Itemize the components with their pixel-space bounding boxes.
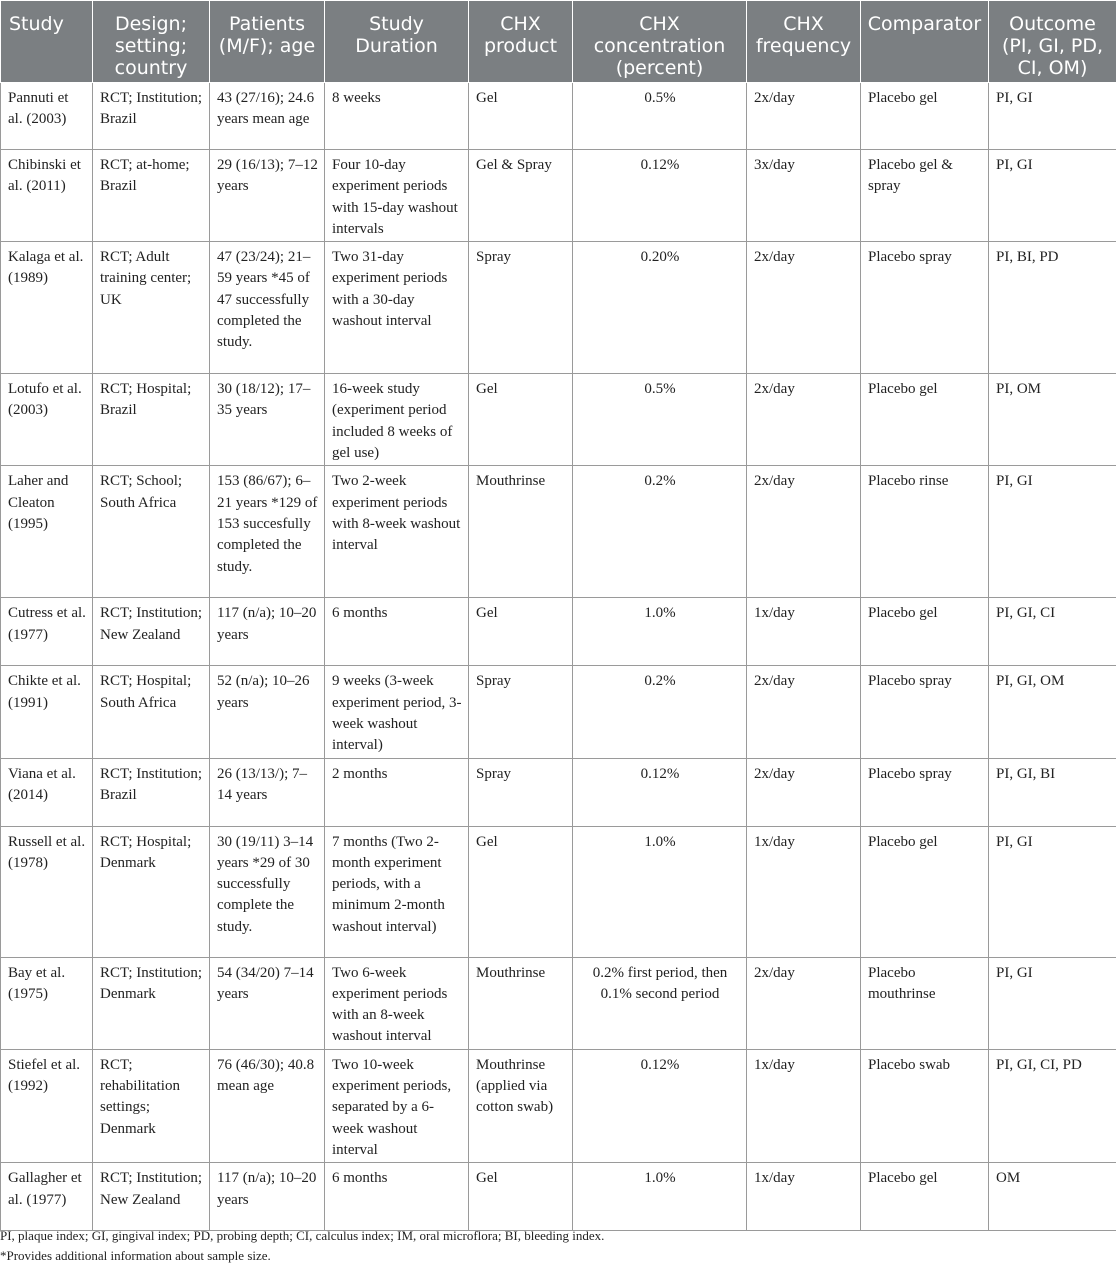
cell-comparator: Placebo gel: [861, 83, 989, 150]
table-row: [1, 598, 1116, 666]
table-row: [1, 242, 1116, 374]
cell-design: RCT; School; South Africa: [93, 466, 210, 598]
header-frequency: CHX frequency: [747, 1, 861, 83]
cell-product: Gel & Spray: [469, 150, 573, 242]
cell-concentration: 0.20%: [573, 242, 747, 374]
cell-design: RCT; Institution; New Zealand: [93, 598, 210, 666]
cell-product: Gel: [469, 83, 573, 150]
cell-frequency: 2x/day: [747, 466, 861, 598]
cell-study: Russell et al. (1978): [1, 826, 93, 957]
header-design: Design; setting; country: [93, 1, 210, 83]
table-row: [1, 666, 1116, 758]
cell-outcome: PI, GI: [989, 466, 1116, 598]
header-product: CHX product: [469, 1, 573, 83]
cell-study: Lotufo et al. (2003): [1, 374, 93, 466]
cell-product: Gel: [469, 1163, 573, 1231]
cell-comparator: Placebo swab: [861, 1049, 989, 1162]
cell-concentration: 0.12%: [573, 1049, 747, 1162]
cell-comparator: Placebo gel: [861, 826, 989, 957]
cell-design: RCT; Institution; Denmark: [93, 957, 210, 1049]
cell-design: RCT; Adult training center; UK: [93, 242, 210, 374]
cell-duration: Four 10-day experiment periods with 15-day washout intervals: [325, 150, 469, 242]
cell-frequency: 1x/day: [747, 1163, 861, 1231]
cell-product: Gel: [469, 374, 573, 466]
cell-concentration: 1.0%: [573, 1163, 747, 1231]
cell-frequency: 1x/day: [747, 826, 861, 957]
cell-frequency: 1x/day: [747, 598, 861, 666]
cell-outcome: PI, OM: [989, 374, 1116, 466]
cell-study: Stiefel et al. (1992): [1, 1049, 93, 1162]
cell-duration: Two 31-day experiment periods with a 30-day washout interval: [325, 242, 469, 374]
cell-study: Bay et al. (1975): [1, 957, 93, 1049]
cell-study: Kalaga et al. (1989): [1, 242, 93, 374]
table-footnotes: [0, 1226, 604, 1266]
cell-concentration: 0.2%: [573, 666, 747, 758]
cell-outcome: PI, GI, BI: [989, 758, 1116, 826]
cell-patients: 153 (86/67); 6–21 years *129 of 153 succesfully completed the study.: [210, 466, 325, 598]
cell-concentration: 0.2%: [573, 466, 747, 598]
cell-patients: 76 (46/30); 40.8 mean age: [210, 1049, 325, 1162]
cell-outcome: PI, GI: [989, 83, 1116, 150]
cell-patients: 30 (19/11) 3–14 years *29 of 30 successfully complete the study.: [210, 826, 325, 957]
cell-patients: 117 (n/a); 10–20 years: [210, 598, 325, 666]
header-duration: Study Duration: [325, 1, 469, 83]
cell-design: RCT; Hospital; South Africa: [93, 666, 210, 758]
header-outcome: Outcome (PI, GI, PD, CI, OM): [989, 1, 1116, 83]
table-row: [1, 957, 1116, 1049]
cell-product: Spray: [469, 666, 573, 758]
cell-comparator: Placebo spray: [861, 758, 989, 826]
cell-patients: 47 (23/24); 21–59 years *45 of 47 successfully completed the study.: [210, 242, 325, 374]
cell-patients: 26 (13/13/); 7–14 years: [210, 758, 325, 826]
cell-outcome: PI, GI, OM: [989, 666, 1116, 758]
table-row: [1, 83, 1116, 150]
cell-design: RCT; Institution; Brazil: [93, 758, 210, 826]
header-concentration: CHX concentration (percent): [573, 1, 747, 83]
cell-patients: 29 (16/13); 7–12 years: [210, 150, 325, 242]
cell-study: Chibinski et al. (2011): [1, 150, 93, 242]
abbreviations-footnote: PI, plaque index; GI, gingival index; PD, probing depth; CI, calculus index; IM, oral microflora; BI, bleeding index.: [0, 1226, 604, 1246]
cell-concentration: 0.2% first period, then 0.1% second period: [573, 957, 747, 1049]
cell-duration: 7 months (Two 2-month experiment periods, with a minimum 2-month washout interval): [325, 826, 469, 957]
header-study: Study: [1, 1, 93, 83]
cell-study: Laher and Cleaton (1995): [1, 466, 93, 598]
cell-product: Spray: [469, 758, 573, 826]
table-row: [1, 826, 1116, 957]
cell-product: Mouthrinse (applied via cotton swab): [469, 1049, 573, 1162]
table-row: [1, 374, 1116, 466]
cell-study: Gallagher et al. (1977): [1, 1163, 93, 1231]
cell-patients: 117 (n/a); 10–20 years: [210, 1163, 325, 1231]
table-row: [1, 1049, 1116, 1162]
table-row: [1, 150, 1116, 242]
cell-outcome: PI, GI, CI: [989, 598, 1116, 666]
cell-comparator: Placebo gel & spray: [861, 150, 989, 242]
cell-comparator: Placebo spray: [861, 242, 989, 374]
cell-concentration: 0.12%: [573, 758, 747, 826]
cell-study: Chikte et al. (1991): [1, 666, 93, 758]
cell-concentration: 1.0%: [573, 826, 747, 957]
cell-duration: 16-week study (experiment period included 8 weeks of gel use): [325, 374, 469, 466]
cell-frequency: 2x/day: [747, 374, 861, 466]
sample-size-footnote: *Provides additional information about sample size.: [0, 1246, 604, 1266]
cell-duration: 8 weeks: [325, 83, 469, 150]
table-row: [1, 758, 1116, 826]
cell-outcome: PI, GI, CI, PD: [989, 1049, 1116, 1162]
cell-frequency: 2x/day: [747, 666, 861, 758]
cell-frequency: 2x/day: [747, 242, 861, 374]
cell-duration: Two 6-week experiment periods with an 8-week washout interval: [325, 957, 469, 1049]
cell-duration: Two 2-week experiment periods with 8-week washout interval: [325, 466, 469, 598]
cell-product: Spray: [469, 242, 573, 374]
cell-outcome: PI, GI: [989, 826, 1116, 957]
cell-patients: 54 (34/20) 7–14 years: [210, 957, 325, 1049]
cell-comparator: Placebo gel: [861, 1163, 989, 1231]
cell-comparator: Placebo mouthrinse: [861, 957, 989, 1049]
cell-concentration: 1.0%: [573, 598, 747, 666]
cell-design: RCT; Hospital; Denmark: [93, 826, 210, 957]
cell-product: Gel: [469, 826, 573, 957]
cell-comparator: Placebo gel: [861, 598, 989, 666]
cell-comparator: Placebo spray: [861, 666, 989, 758]
cell-outcome: PI, GI: [989, 150, 1116, 242]
cell-concentration: 0.5%: [573, 83, 747, 150]
table-row: [1, 1163, 1116, 1231]
cell-design: RCT; Institution; Brazil: [93, 83, 210, 150]
cell-frequency: 2x/day: [747, 83, 861, 150]
table-row: [1, 466, 1116, 598]
header-patients: Patients (M/F); age: [210, 1, 325, 83]
cell-product: Gel: [469, 598, 573, 666]
cell-frequency: 1x/day: [747, 1049, 861, 1162]
cell-comparator: Placebo rinse: [861, 466, 989, 598]
cell-outcome: PI, GI: [989, 957, 1116, 1049]
cell-patients: 30 (18/12); 17–35 years: [210, 374, 325, 466]
cell-design: RCT; rehabilitation settings; Denmark: [93, 1049, 210, 1162]
header-row: [1, 1, 1116, 83]
cell-design: RCT; Institution; New Zealand: [93, 1163, 210, 1231]
cell-product: Mouthrinse: [469, 957, 573, 1049]
cell-product: Mouthrinse: [469, 466, 573, 598]
cell-design: RCT; at-home; Brazil: [93, 150, 210, 242]
cell-outcome: PI, BI, PD: [989, 242, 1116, 374]
cell-concentration: 0.5%: [573, 374, 747, 466]
cell-comparator: Placebo gel: [861, 374, 989, 466]
cell-study: Pannuti et al. (2003): [1, 83, 93, 150]
cell-study: Viana et al. (2014): [1, 758, 93, 826]
cell-design: RCT; Hospital; Brazil: [93, 374, 210, 466]
table-body: [1, 83, 1116, 1231]
cell-frequency: 3x/day: [747, 150, 861, 242]
cell-patients: 43 (27/16); 24.6 years mean age: [210, 83, 325, 150]
cell-duration: 9 weeks (3-week experiment period, 3-week washout interval): [325, 666, 469, 758]
cell-frequency: 2x/day: [747, 758, 861, 826]
cell-duration: Two 10-week experiment periods, separated by a 6-week washout interval: [325, 1049, 469, 1162]
cell-duration: 2 months: [325, 758, 469, 826]
cell-duration: 6 months: [325, 1163, 469, 1231]
cell-duration: 6 months: [325, 598, 469, 666]
cell-frequency: 2x/day: [747, 957, 861, 1049]
cell-outcome: OM: [989, 1163, 1116, 1231]
cell-concentration: 0.12%: [573, 150, 747, 242]
cell-study: Cutress et al. (1977): [1, 598, 93, 666]
cell-patients: 52 (n/a); 10–26 years: [210, 666, 325, 758]
header-comparator: Comparator: [861, 1, 989, 83]
